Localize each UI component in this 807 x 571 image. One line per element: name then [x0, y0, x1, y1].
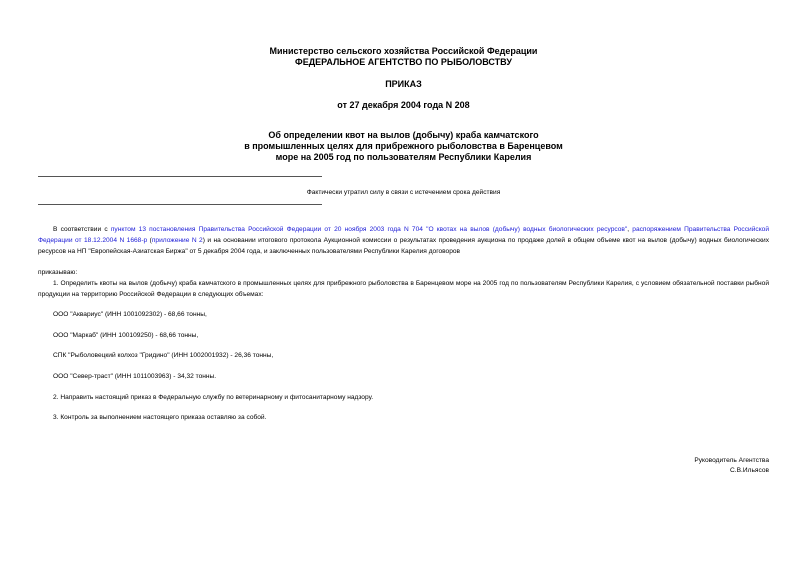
divider-top — [38, 176, 322, 177]
link-order-1668[interactable]: распоряжением Правительства Российской Федерации от 18.12.2004 N 1668-р — [38, 226, 770, 244]
item-3: 3. Контроль за выполнением настоящего приказа оставляю за собой. — [53, 414, 267, 421]
item-2: 2. Направить настоящий приказ в Федеральную службу по ветеринарному и фитосанитарному надзору. — [53, 394, 374, 401]
quota-item: ООО "Маркаб" (ИНН 100109250) - 68,66 тонны, — [53, 332, 199, 339]
divider-bottom — [38, 204, 322, 205]
quota-item: ООО "Север-траст" (ИНН 1011003963) - 34,32 тонны. — [53, 373, 217, 380]
preamble-text: ( — [147, 237, 152, 244]
signature-position: Руководитель Агентства — [694, 457, 769, 464]
doc-type: ПРИКАЗ — [385, 79, 422, 89]
status-note: Фактически утратил силу в связи с истечением срока действия — [306, 189, 501, 196]
doc-title-line-3: море на 2005 год по пользователям Республики Карелия — [275, 152, 532, 162]
agency-heading: ФЕДЕРАЛЬНОЕ АГЕНТСТВО ПО РЫБОЛОВСТВУ — [295, 57, 512, 67]
doc-title-line-2: в промышленных целях для прибрежного рыболовства в Баренцевом — [244, 141, 563, 151]
preamble-text: ) и на основании итогового протокола Аукционной комиссии о результатах проведения аукциона по продаже долей в общем объеме квот на вылов (добычу) водных биологических ресурсов на НП "Европейская-Азиатская Биржа" от 5 декабря 2004 года, и заключенных пользователями Республики Карелия договоров — [38, 237, 769, 255]
quota-item: ООО "Аквариус" (ИНН 1001092302) - 68,66 тонны, — [53, 311, 207, 318]
doc-date-number: от 27 декабря 2004 года N 208 — [337, 100, 470, 110]
link-appendix-2[interactable]: приложение N 2 — [151, 237, 203, 244]
item-1: 1. Определить квоты на вылов (добычу) краба камчатского в промышленных целях для прибрежного рыболовства в Баренцевом море на 2005 год по пользователям Республики Карелия, с условием обязательной поставки рыбной продукции на территорию Российской Федерации в следующих объемах: — [38, 280, 769, 298]
link-government-decree-704[interactable]: пунктом 13 постановления Правительства Российской Федерации от 20 ноября 2003 года N 704 "О квотах на вылов (добычу) водных биологических ресурсов" — [110, 226, 628, 233]
preamble-text: , — [627, 226, 633, 233]
signature-name: С.В.Ильясов — [730, 467, 769, 474]
ministry-heading: Министерство сельского хозяйства Российской Федерации — [269, 46, 538, 56]
preamble-text: В соответствии с — [53, 226, 111, 233]
order-word: приказываю: — [38, 269, 78, 276]
preamble-paragraph — [38, 224, 769, 257]
doc-title-line-1: Об определении квот на вылов (добычу) краба камчатского — [268, 130, 539, 140]
quota-item: СПК "Рыболовецкий колхоз "Гридино" (ИНН 1002001932) - 26,36 тонны, — [53, 352, 274, 359]
